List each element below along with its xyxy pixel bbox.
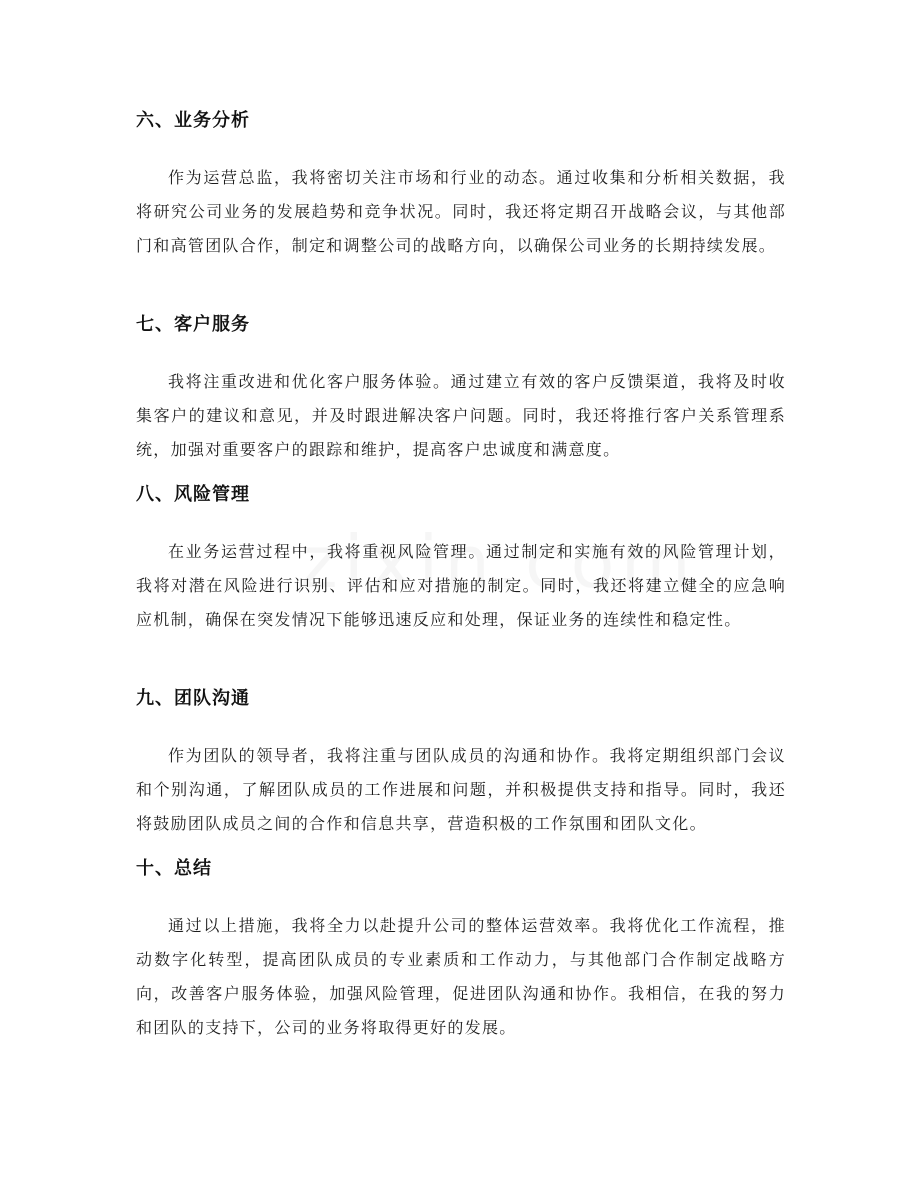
section-heading: 九、团队沟通: [136, 688, 250, 709]
section-paragraph: 作为团队的领导者，我将注重与团队成员的沟通和协作。我将定期组织部门会议和个别沟通，了解团队成员的工作进展和问题，并积极提供支持和指导。同时，我还将鼓励团队成员之间的合作和信息共享，营造积极的工作氛围和团队文化。: [136, 746, 786, 833]
section-business-analysis: [136, 108, 786, 263]
section-paragraph: 我将注重改进和优化客户服务体验。通过建立有效的客户反馈渠道，我将及时收集客户的建议和意见，并及时跟进解决客户问题。同时，我还将推行客户关系管理系统，加强对重要客户的跟踪和维护，提高客户忠诚度和满意度。: [136, 372, 786, 459]
section-paragraph: 通过以上措施，我将全力以赴提升公司的整体运营效率。我将优化工作流程，推动数字化转型，提高团队成员的专业素质和工作动力，与其他部门合作制定战略方向，改善客户服务体验，加强风险管理，促进团队沟通和协作。我相信，在我的努力和团队的支持下，公司的业务将取得更好的发展。: [136, 916, 786, 1037]
section-risk-management: [136, 482, 786, 637]
section-heading: 六、业务分析: [136, 110, 250, 131]
section-paragraph: 在业务运营过程中，我将重视风险管理。通过制定和实施有效的风险管理计划，我将对潜在风险进行识别、评估和应对措施的制定。同时，我还将建立健全的应急响应机制，确保在突发情况下能够迅速反应和处理，保证业务的连续性和稳定性。: [136, 542, 786, 629]
section-heading: 七、客户服务: [136, 314, 250, 335]
section-heading: 八、风险管理: [136, 484, 250, 505]
section-customer-service: [136, 312, 786, 467]
section-summary: [136, 856, 786, 1045]
section-team-communication: [136, 686, 786, 841]
section-paragraph: 作为运营总监，我将密切关注市场和行业的动态。通过收集和分析相关数据，我将研究公司业务的发展趋势和竞争状况。同时，我还将定期召开战略会议，与其他部门和高管团队合作，制定和调整公司的战略方向，以确保公司业务的长期持续发展。: [136, 168, 786, 255]
section-heading: 十、总结: [136, 858, 212, 879]
